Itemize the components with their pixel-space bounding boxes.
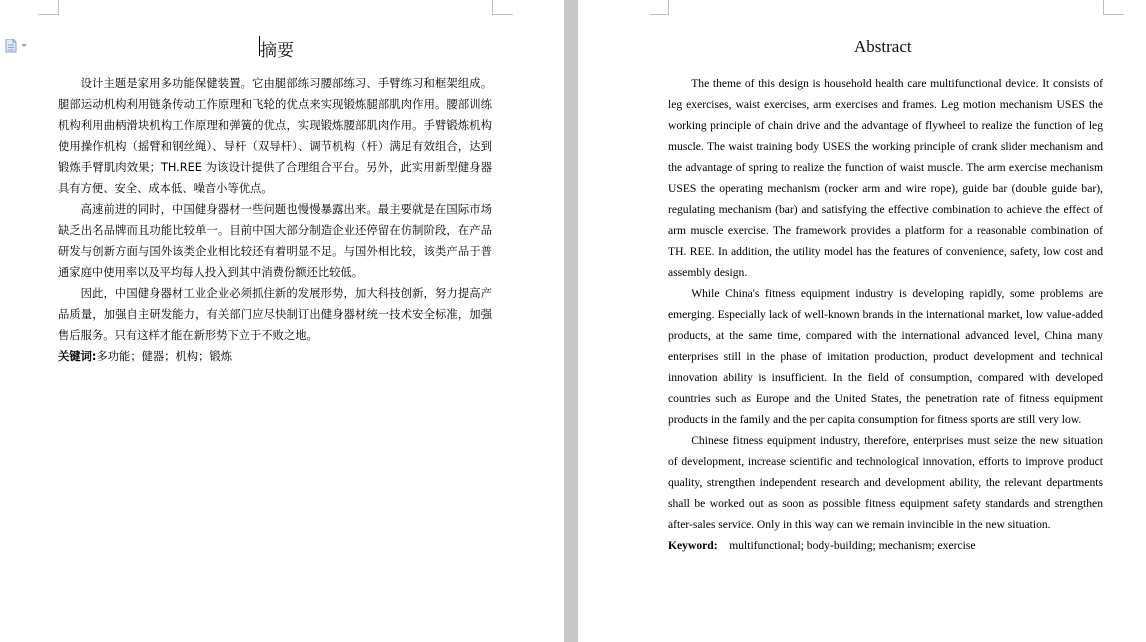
- crop-mark-top-right: [492, 0, 513, 15]
- abstract-title-english: Abstract: [854, 37, 912, 56]
- paragraph: 高速前进的同时，中国健身器材一些问题也慢慢暴露出来。最主要就是在国际市场缺乏出名品牌而且功能比较单一。目前中国大部分制造企业还停留在仿制阶段，在产品研发与创新方面与国外该类企业相比较还有着明显不足。与国外相比较，该类产品于普通家庭中使用率以及平均每人投入到其中消费份额还比较低。: [58, 203, 492, 279]
- document-icon[interactable]: [5, 38, 29, 52]
- keywords-label: 关键词:: [58, 350, 97, 363]
- english-abstract-page: [578, 0, 1146, 642]
- paragraph: Chinese fitness equipment industry, therefore, enterprises must seize the new situation of development, increase scientific and technological innovation, efforts to improve product quality, strengthen independent research and development ability, the relevant departments shall be worked out as soon as possible fitness equipment safety standards and strengthen after-sales service. Only in this way can we remain invincible in the new situation.: [668, 434, 1103, 531]
- keywords-value: 多功能；健器；机构；锻炼: [96, 350, 232, 363]
- crop-mark-top-right: [1103, 0, 1124, 15]
- paragraph: While China's fitness equipment industry is developing rapidly, some problems are emerging. Especially lack of well-known brands in the international market, low value-added products, at the same time, compared with the international advanced level, China many enterprises still in the phase of imitation production, product development and technical innovation ability is insufficient. In the field of consumption, compared with developed countries such as Europe and the United States, the penetration rate of fitness equipment products in the family and the per capita consumption for fitness sports are still very low.: [668, 287, 1103, 426]
- keywords-label: Keyword:: [668, 539, 718, 552]
- chinese-abstract-body: [58, 73, 492, 367]
- chinese-abstract-page: [0, 0, 564, 642]
- keywords-line: [58, 346, 492, 367]
- page-gutter: [564, 0, 578, 642]
- paragraph: 设计主题是家用多功能保健装置。它由腿部练习腰部练习、手臂练习和框架组成。腿部运动机构利用链条传动工作原理和飞轮的优点来实现锻炼腿部肌肉作用。腰部训练机构利用曲柄滑块机构工作原理和弹簧的优点，实现锻炼腰部肌肉作用。手臂锻炼机构使用操作机构（摇臂和钢丝绳）、导杆（双导杆）、调节机构（杆）满足有效组合，达到锻炼手臂肌肉效果；TH.REE 为该设计提供了合理组合平台。另外，此实用新型健身器具有方便、安全、成本低、噪音小等优点。: [58, 77, 492, 195]
- keywords-value: multifunctional; body-building; mechanism; exercise: [729, 539, 976, 552]
- crop-mark-top-left: [38, 0, 59, 15]
- keywords-line: [668, 535, 1103, 556]
- paragraph: The theme of this design is household health care multifunctional device. It consists of leg exercises, waist exercises, arm exercises and frames. Leg motion mechanism USES the working principle of chain drive and the advantage of flywheel to realize the function of leg muscle. The waist training body USES the working principle of crank slider mechanism and the advantage of spring to realize the function of waist muscle. The arm exercise mechanism USES the operating mechanism (rocker arm and wire rope), guide bar (double guide bar), regulating mechanism (bar) and satisfying the effective combination to achieve the effect of arm muscle exercise. The framework provides a platform for a reasonable combination of TH. REE. In addition, the utility model has the features of convenience, safety, low cost and assembly design.: [668, 77, 1103, 279]
- abstract-title-chinese: 摘要: [260, 41, 294, 60]
- paragraph: 因此，中国健身器材工业企业必须抓住新的发展形势，加大科技创新，努力提高产品质量，加强自主研发能力，有关部门应尽快制订出健身器材统一技术安全标准，加强售后服务。只有这样才能在新形势下立于不败之地。: [58, 287, 492, 342]
- crop-mark-top-left: [650, 0, 669, 15]
- english-abstract-body: [668, 73, 1103, 556]
